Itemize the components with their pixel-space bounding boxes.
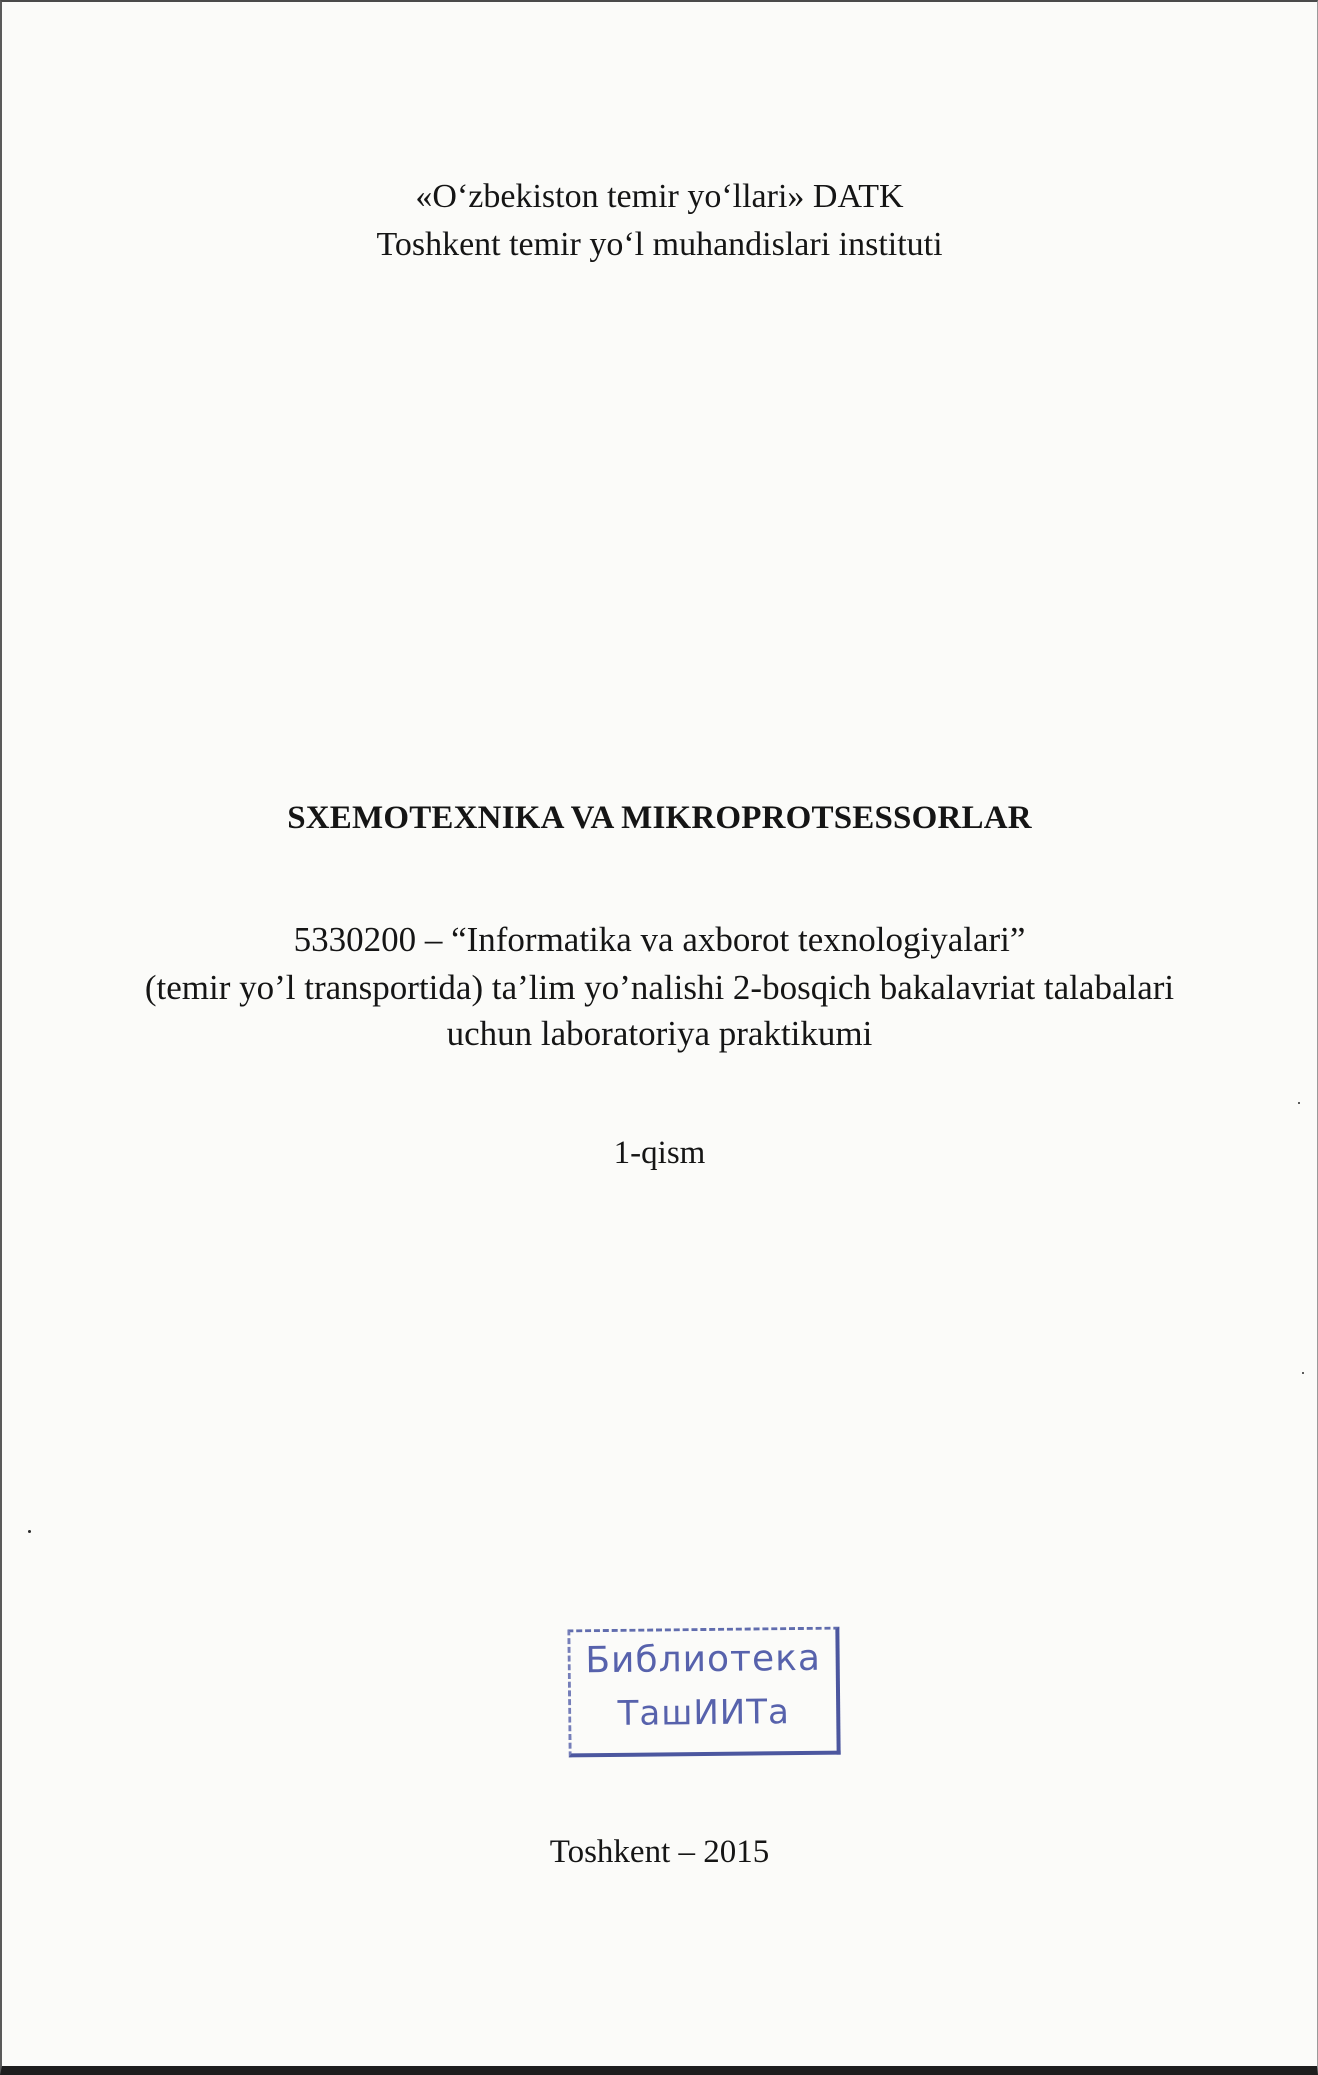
subtitle-line-1: 5330200 – “Informatika va axborot texnologiyalari” <box>293 920 1026 959</box>
scan-speck <box>1298 1102 1300 1104</box>
library-stamp <box>567 1627 840 1758</box>
institute-name: Toshkent temir yo‘l muhandislari instituti <box>376 226 943 263</box>
scan-speck <box>28 1530 31 1533</box>
part-label: 1-qism <box>613 1135 706 1171</box>
city-year: Toshkent – 2015 <box>549 1834 770 1870</box>
organization-name: «O‘zbekiston temir yo‘llari» DATK <box>415 178 904 215</box>
document-title: SXEMOTEXNIKA VA MIKROPROTSESSORLAR <box>287 800 1032 836</box>
subtitle-line-3: uchun laboratoriya praktikumi <box>446 1014 873 1053</box>
stamp-line-1: Библиотека <box>585 1637 822 1682</box>
subtitle-line-2: (temir yo’l transportida) ta’lim yo’nalishi 2-bosqich bakalavriat talabalari <box>144 968 1175 1007</box>
stamp-line-2: ТашИИТа <box>617 1692 791 1734</box>
scan-speck <box>1302 1372 1304 1374</box>
